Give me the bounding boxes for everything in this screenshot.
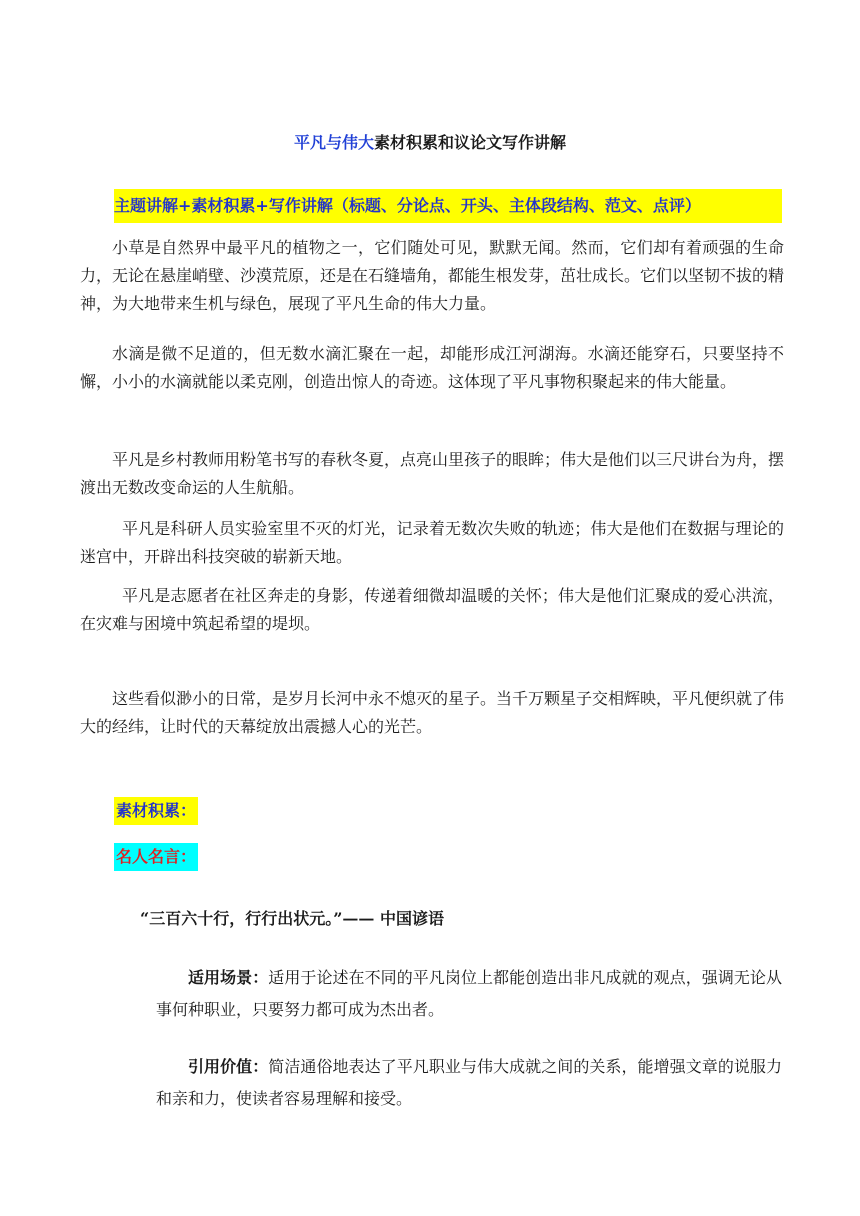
value-label: 引用价值： (188, 1057, 269, 1076)
material-tag: 素材积累： (114, 797, 198, 825)
usage-text: 适用于论述在不同的平凡岗位上都能创造出非凡成就的观点，强调无论从事何种职业，只要努力都可成为杰出者。 (156, 968, 782, 1019)
usage-label: 适用场景： (188, 968, 269, 987)
value-text: 简洁通俗地表达了平凡职业与伟大成就之间的关系，能增强文章的说服力和亲和力，使读者容易理解和接受。 (156, 1057, 782, 1108)
page-title (0, 131, 860, 155)
topic-banner: 主题讲解+素材积累+写作讲解（标题、分论点、开头、主体段结构、范文、点评） (114, 189, 782, 223)
paragraph-water: 水滴是微不足道的，但无数水滴汇聚在一起，却能形成江河湖海。水滴还能穿石，只要坚持不懈，小小的水滴就能以柔克刚，创造出惊人的奇迹。这体现了平凡事物积聚起来的伟大能量。 (80, 344, 784, 391)
quotes-tag: 名人名言： (114, 843, 198, 871)
paragraph-volunteer: 平凡是志愿者在社区奔走的身影，传递着细微却温暖的关怀；伟大是他们汇聚成的爱心洪流，在灾难与困境中筑起希望的堤坝。 (80, 586, 784, 633)
title-highlight: 平凡与伟大 (293, 133, 374, 152)
paragraph-researcher: 平凡是科研人员实验室里不灭的灯光，记录着无数次失败的轨迹；伟大是他们在数据与理论的迷宫中，开辟出科技突破的崭新天地。 (80, 519, 784, 566)
paragraph-grass: 小草是自然界中最平凡的植物之一，它们随处可见，默默无闻。然而，它们却有着顽强的生命力，无论在悬崖峭壁、沙漠荒原，还是在石缝墙角，都能生根发芽，茁壮成长。它们以坚韧不拔的精神，为大地带来生机与绿色，展现了平凡生命的伟大力量。 (80, 238, 785, 313)
paragraph-teacher: 平凡是乡村教师用粉笔书写的春秋冬夏，点亮山里孩子的眼眸；伟大是他们以三尺讲台为舟，摆渡出无数改变命运的人生航船。 (80, 450, 785, 497)
title-rest: 素材积累和议论文写作讲解 (374, 133, 567, 152)
paragraph-conclusion: 这些看似渺小的日常，是岁月长河中永不熄灭的星子。当千万颗星子交相辉映，平凡便织就了伟大的经纬，让时代的天幕绽放出震撼人心的光芒。 (80, 689, 785, 736)
usage-block (156, 962, 782, 1026)
famous-quote: “三百六十行，行行出状元。”—— 中国谚语 (140, 909, 444, 928)
value-block (156, 1051, 782, 1115)
